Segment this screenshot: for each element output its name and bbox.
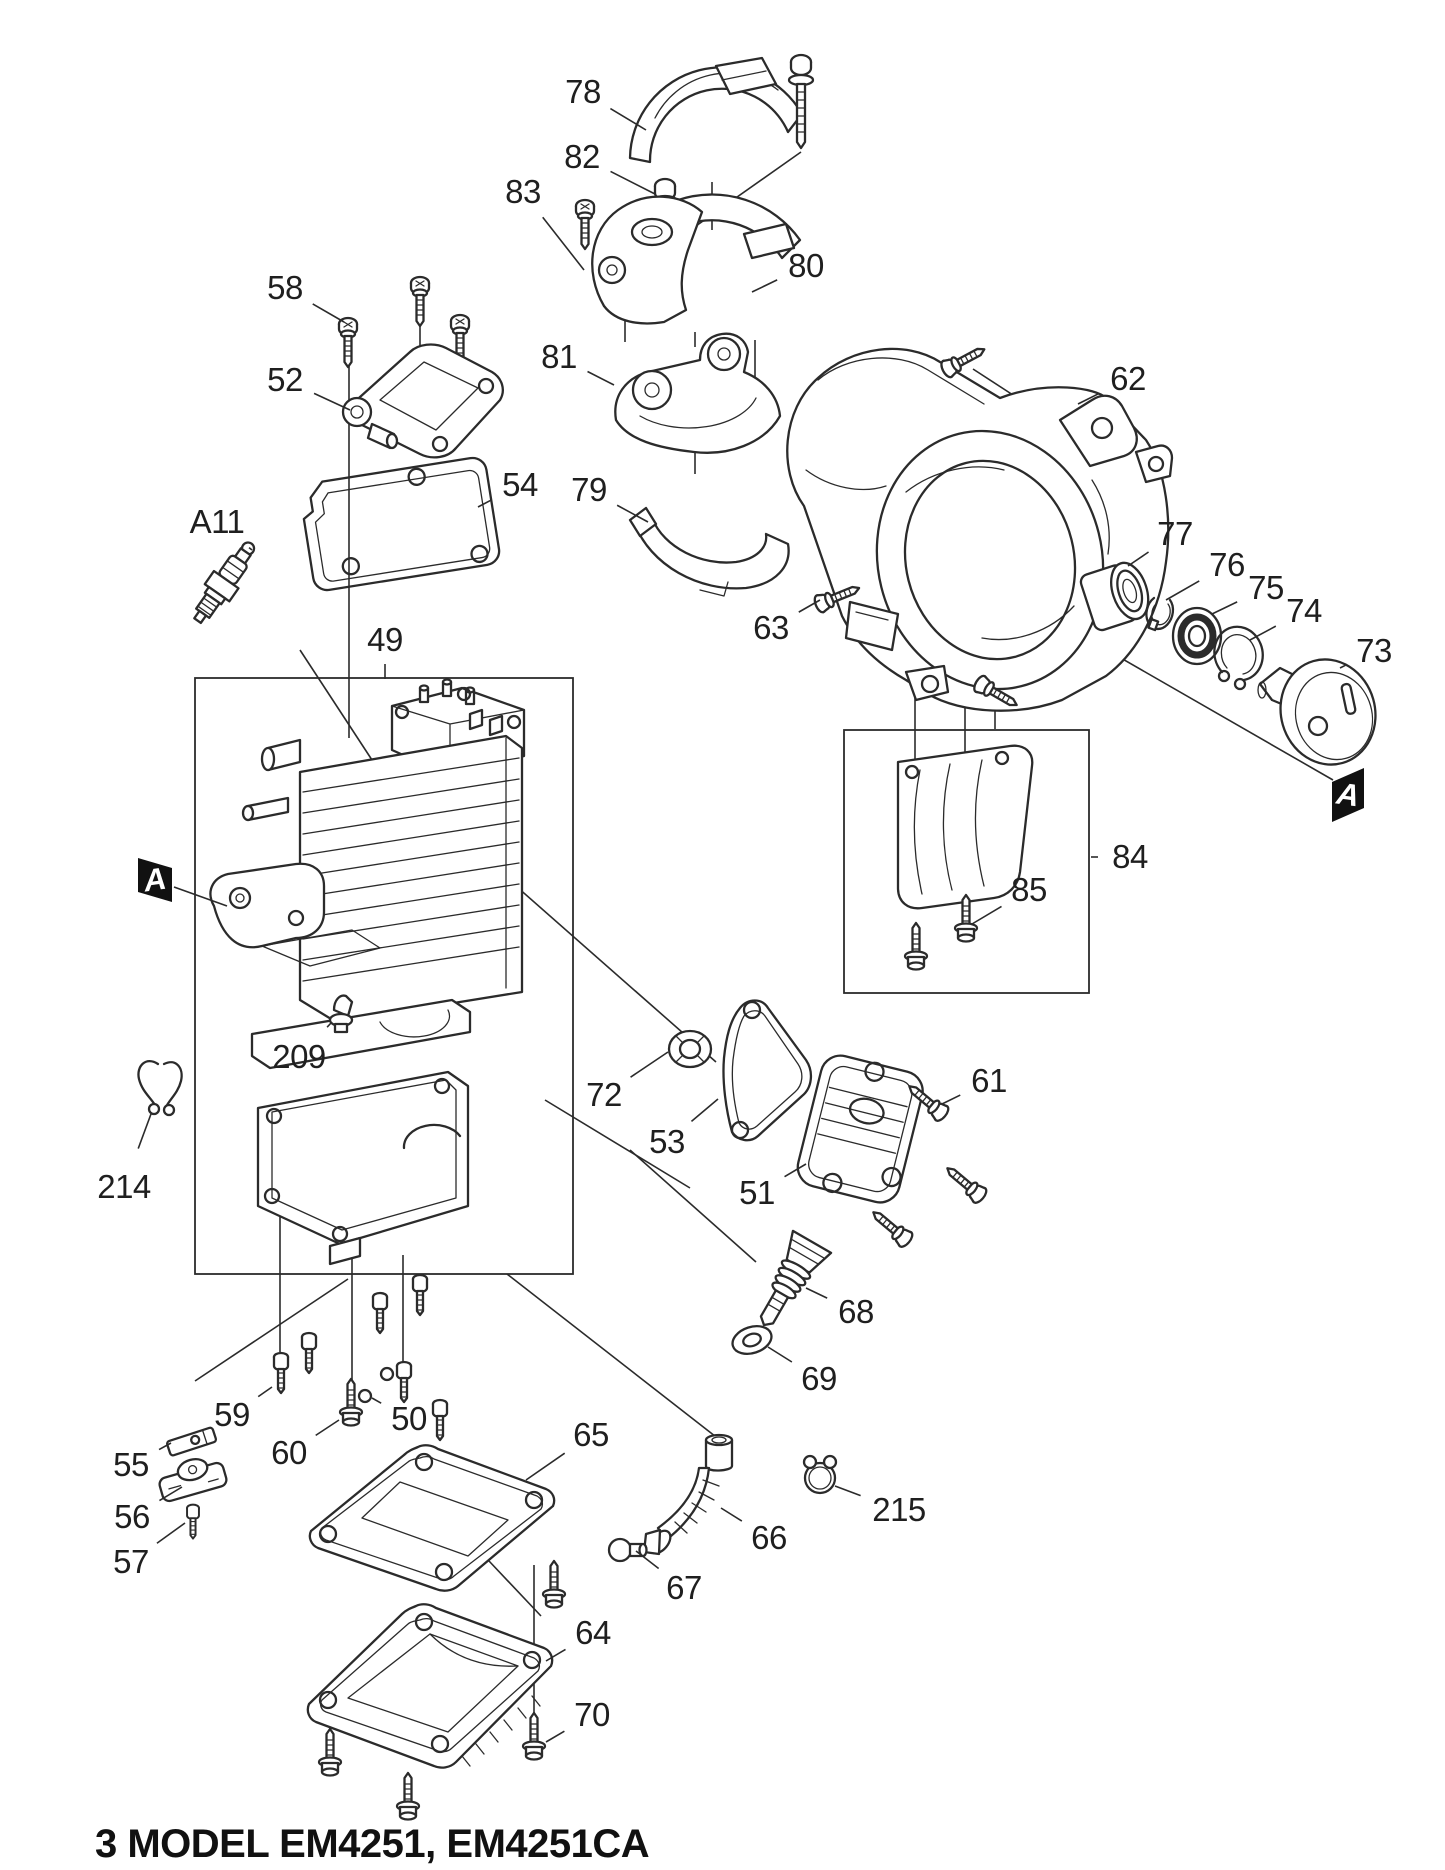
part-label-61: 61 — [971, 1062, 1007, 1099]
part-label-85: 85 — [1011, 871, 1047, 908]
leader-83 — [543, 217, 584, 270]
part-label-58: 58 — [267, 269, 303, 306]
leader-72 — [631, 1052, 668, 1077]
insulator-51 — [793, 1050, 927, 1207]
screw-59b — [302, 1333, 316, 1373]
leader-76 — [1166, 581, 1199, 600]
screw-insulator-lower — [868, 1205, 915, 1249]
grommet-72 — [669, 1031, 711, 1067]
part-label-215: 215 — [872, 1491, 926, 1528]
part-label-79: 79 — [571, 471, 607, 508]
guide-56 — [155, 1452, 228, 1503]
leader-59 — [258, 1387, 272, 1397]
muffler-cover-top — [630, 58, 802, 162]
part-label-77: 77 — [1157, 515, 1193, 552]
part-label-53: 53 — [649, 1123, 685, 1160]
part-label-60: 60 — [271, 1434, 307, 1471]
flex-tube-66 — [644, 1435, 732, 1557]
bolt-60 — [340, 1379, 362, 1426]
oil-pan-64 — [308, 1604, 552, 1767]
leader-58 — [313, 304, 344, 322]
leader-214 — [138, 1114, 151, 1149]
part-label-74: 74 — [1286, 592, 1322, 629]
screw-case-4 — [433, 1400, 447, 1440]
part-label-72: 72 — [586, 1076, 622, 1113]
leader-65 — [526, 1453, 565, 1480]
part-label-84: 84 — [1112, 838, 1148, 875]
screw-case-2 — [413, 1275, 427, 1315]
washer-69 — [729, 1321, 775, 1358]
part-label-75: 75 — [1248, 569, 1284, 606]
bolt-pan-center — [397, 1773, 419, 1820]
screw-57 — [187, 1505, 199, 1539]
dipstick-68 — [745, 1231, 831, 1336]
leader-70 — [546, 1731, 564, 1742]
part-label-65: 65 — [573, 1416, 609, 1453]
part-label-64: 64 — [575, 1614, 611, 1651]
leader-61 — [942, 1095, 960, 1104]
leader-54 — [478, 500, 492, 507]
part-label-68: 68 — [838, 1293, 874, 1330]
screw-58 — [339, 318, 357, 367]
leader-52 — [314, 393, 350, 410]
part-label-81: 81 — [541, 338, 577, 375]
fan-housing — [787, 349, 1172, 713]
part-label-83: 83 — [505, 173, 541, 210]
muffler-cover-bottom — [630, 508, 789, 596]
ref-marker-box-1 — [1332, 768, 1364, 822]
cylinder-assembly — [210, 680, 524, 1265]
part-label-62: 62 — [1110, 360, 1146, 397]
bolt-pan-upper — [543, 1561, 565, 1608]
part-label-214: 214 — [97, 1168, 151, 1205]
leader-53 — [691, 1099, 718, 1121]
leader-81 — [588, 372, 614, 385]
part-label-51: 51 — [739, 1174, 775, 1211]
part-label-54: 54 — [502, 466, 538, 503]
leader-60 — [316, 1420, 339, 1435]
leader-66 — [721, 1508, 742, 1521]
screw-head-cover-2 — [411, 277, 429, 326]
leader-75 — [1212, 602, 1237, 614]
ref-marker-letter-1: A — [1334, 775, 1362, 814]
leader-85 — [972, 906, 1002, 924]
part-label-55: 55 — [113, 1446, 149, 1483]
part-label-56: 56 — [114, 1498, 150, 1535]
leader-215 — [835, 1486, 861, 1496]
part-label-59: 59 — [214, 1396, 250, 1433]
part-label-69: 69 — [801, 1360, 837, 1397]
screw-61b — [942, 1161, 989, 1205]
part-label-A11: A11 — [189, 503, 245, 540]
part-label-57: 57 — [113, 1543, 149, 1580]
part-label-82: 82 — [564, 138, 600, 175]
plate-55 — [166, 1427, 216, 1456]
screw-case-1 — [373, 1293, 387, 1333]
clip-214 — [138, 1061, 181, 1115]
pan-gasket-65 — [310, 1445, 554, 1590]
part-label-52: 52 — [267, 361, 303, 398]
leader-57 — [157, 1523, 185, 1543]
ball-joint-67 — [609, 1539, 647, 1561]
screw-59 — [274, 1353, 288, 1393]
part-label-73: 73 — [1356, 632, 1392, 669]
leader-50 — [372, 1398, 381, 1403]
part-label-78: 78 — [565, 73, 601, 110]
part-label-50: 50 — [391, 1400, 427, 1437]
leader-80 — [752, 280, 777, 292]
clamp-215 — [804, 1456, 836, 1493]
muffler-body — [592, 195, 800, 324]
leader-68 — [806, 1288, 827, 1298]
leader-82 — [611, 171, 655, 194]
ball-50a — [359, 1390, 371, 1402]
ref-marker-box-0 — [138, 858, 172, 902]
ref-marker-letter-0: A — [141, 860, 169, 899]
part-label-67: 67 — [666, 1569, 702, 1606]
bolt-pan-left — [319, 1729, 341, 1776]
head-cover-gasket — [299, 456, 502, 592]
part-label-49: 49 — [367, 621, 403, 658]
bolt-70 — [523, 1713, 545, 1760]
part-label-63: 63 — [753, 609, 789, 646]
ball-50b — [381, 1368, 393, 1380]
screw-case-3 — [397, 1362, 411, 1402]
part-label-76: 76 — [1209, 546, 1245, 583]
part-label-70: 70 — [574, 1696, 610, 1733]
gasket-53 — [723, 1001, 810, 1141]
valve-cover — [343, 345, 503, 458]
part-label-66: 66 — [751, 1519, 787, 1556]
leader-69 — [768, 1347, 792, 1362]
part-label-80: 80 — [788, 247, 824, 284]
footer-model-text: 3 MODEL EM4251, EM4251CA — [95, 1822, 650, 1866]
screw-83 — [576, 200, 594, 249]
screw-cover-left — [905, 923, 927, 970]
part-label-209: 209 — [272, 1038, 326, 1075]
